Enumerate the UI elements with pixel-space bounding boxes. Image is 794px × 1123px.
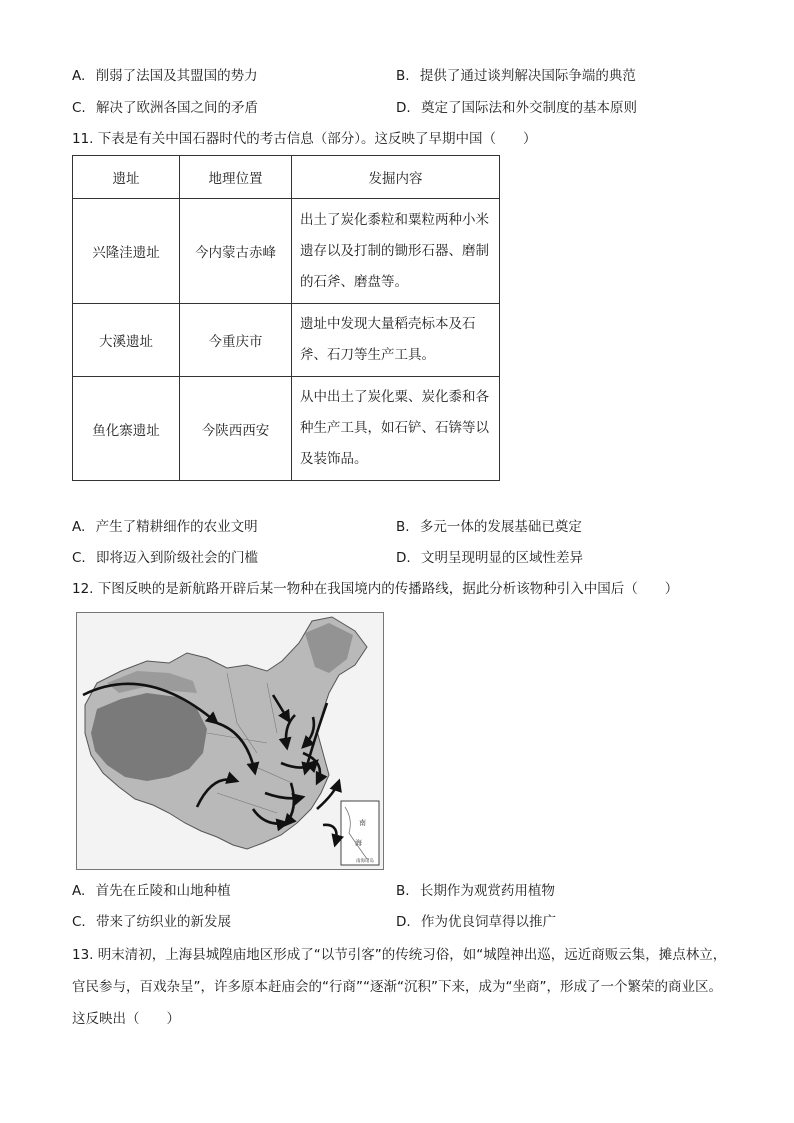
- table-header-site: 遗址: [73, 156, 180, 199]
- q12-stem: 12. 下图反映的是新航路开辟后某一物种在我国境内的传播路线，据此分析该物种引入中国后（ ）: [72, 581, 679, 597]
- option-text: 奠定了国际法和外交制度的基本原则: [420, 100, 637, 116]
- table-row: [73, 377, 500, 481]
- table-cell-content: 从中出土了炭化粟、炭化黍和各种生产工具，如石铲、石锛等以及装饰品。: [292, 377, 500, 481]
- option-label: B.: [396, 68, 410, 84]
- table-cell-content: 遗址中发现大量稻壳标本及石斧、石刀等生产工具。: [292, 304, 500, 377]
- q12-option-a[interactable]: [72, 881, 231, 901]
- option-text: 作为优良饲草得以推广: [420, 914, 556, 930]
- option-text: 长期作为观赏药用植物: [419, 883, 555, 899]
- q12-option-d[interactable]: [396, 912, 556, 932]
- table-header-content: 发掘内容: [292, 156, 500, 199]
- map-graphic: [77, 613, 383, 869]
- option-label: C.: [72, 100, 86, 116]
- table-cell-site: 鱼化寨遗址: [73, 377, 180, 481]
- china-spread-map: [76, 612, 384, 870]
- q11-option-b[interactable]: [396, 517, 582, 537]
- inset-label-1: 南: [359, 819, 366, 827]
- table-row: [73, 199, 500, 304]
- option-text: 文明呈现明显的区域性差异: [420, 550, 583, 566]
- inset-label-2: 海: [355, 839, 362, 847]
- option-text: 产生了精耕细作的农业文明: [95, 519, 258, 535]
- q12-option-c[interactable]: [72, 912, 231, 932]
- q10-option-d[interactable]: [396, 98, 637, 118]
- option-label: C.: [72, 550, 86, 566]
- option-text: 带来了纺织业的新发展: [96, 914, 232, 930]
- option-text: 提供了通过谈判解决国际争端的典范: [419, 68, 636, 84]
- archaeology-table: [72, 155, 500, 481]
- option-label: B.: [396, 883, 410, 899]
- q11-option-a[interactable]: [72, 517, 258, 537]
- option-text: 多元一体的发展基础已奠定: [419, 519, 582, 535]
- q10-option-a[interactable]: [72, 66, 258, 86]
- q12-option-b[interactable]: [396, 881, 555, 901]
- option-label: D.: [396, 550, 411, 566]
- option-label: A.: [72, 68, 86, 84]
- inset-label-3: 南海诸岛: [356, 859, 374, 864]
- option-label: D.: [396, 914, 411, 930]
- option-label: A.: [72, 883, 86, 899]
- q13-stem: 13. 明末清初，上海县城隍庙地区形成了“以节引客”的传统习俗，如“城隍神出巡，远近商贩云集，摊点林立，官民参与，百戏杂呈”，许多原本赶庙会的“行商”“逐渐“沉积”下来，成为“坐商”，形成了一个繁荣的商业区。这反映出（ ）: [72, 947, 727, 1027]
- table-cell-location: 今内蒙古赤峰: [180, 199, 292, 304]
- option-label: A.: [72, 519, 86, 535]
- option-label: C.: [72, 914, 86, 930]
- option-text: 首先在丘陵和山地种植: [95, 883, 231, 899]
- table-cell-location: 今重庆市: [180, 304, 292, 377]
- q11-stem: 11. 下表是有关中国石器时代的考古信息（部分）。这反映了早期中国（ ）: [72, 131, 537, 147]
- option-label: B.: [396, 519, 410, 535]
- table-cell-location: 今陕西西安: [180, 377, 292, 481]
- option-text: 削弱了法国及其盟国的势力: [95, 68, 258, 84]
- table-header-row: [73, 156, 500, 199]
- q11-option-c[interactable]: [72, 548, 258, 568]
- option-text: 解决了欧洲各国之间的矛盾: [96, 100, 259, 116]
- option-text: 即将迈入到阶级社会的门槛: [96, 550, 259, 566]
- table-row: [73, 304, 500, 377]
- table-header-location: 地理位置: [180, 156, 292, 199]
- option-label: D.: [396, 100, 411, 116]
- table-cell-site: 大溪遗址: [73, 304, 180, 377]
- table-cell-content: 出土了炭化黍粒和粟粒两种小米遗存以及打制的锄形石器、磨制的石斧、磨盘等。: [292, 199, 500, 304]
- q11-option-d[interactable]: [396, 548, 583, 568]
- table-cell-site: 兴隆洼遗址: [73, 199, 180, 304]
- q10-option-c[interactable]: [72, 98, 258, 118]
- q10-option-b[interactable]: [396, 66, 636, 86]
